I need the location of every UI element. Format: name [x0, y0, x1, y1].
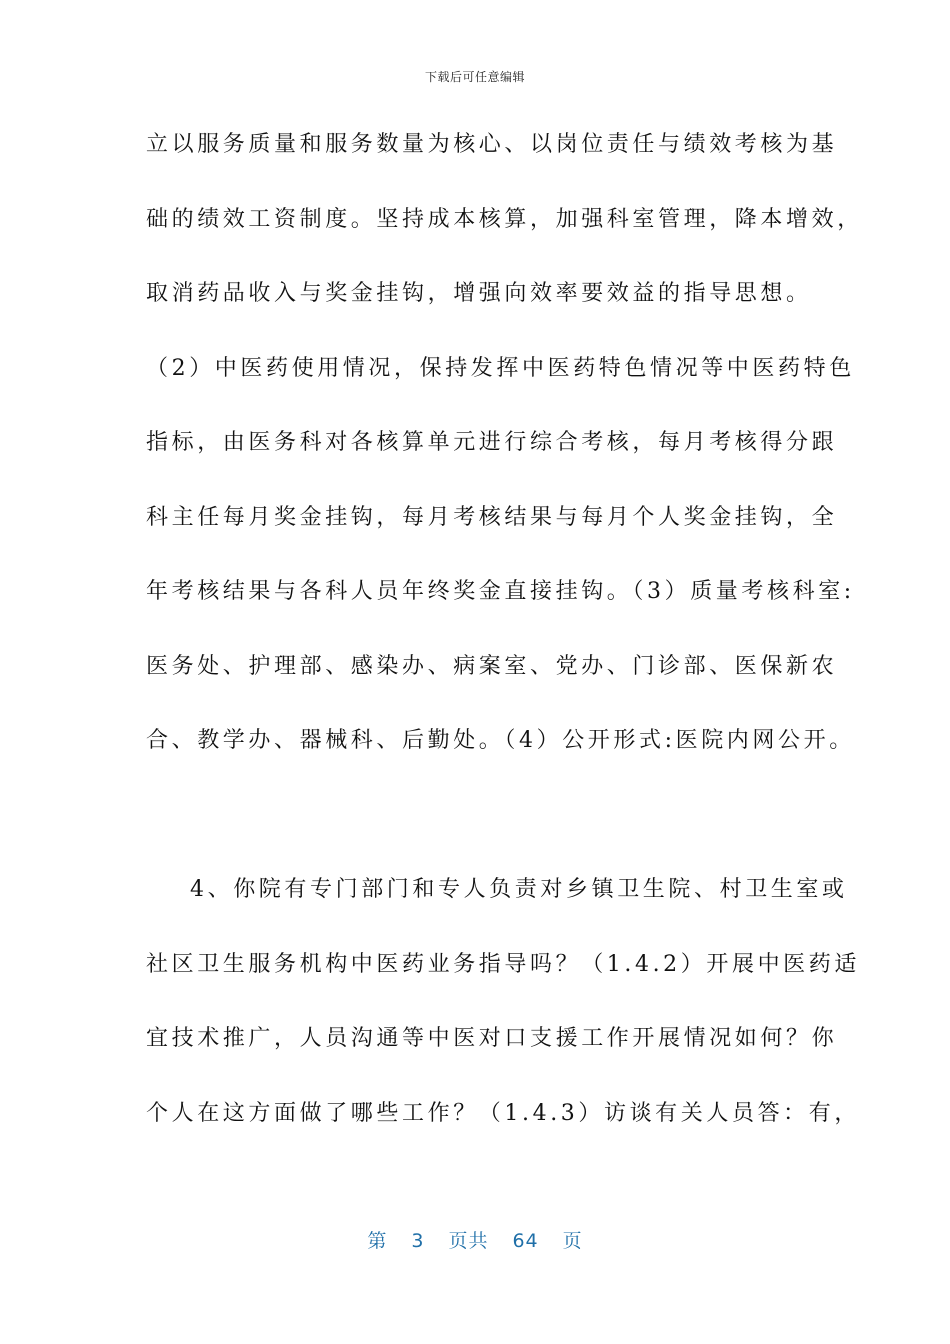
text-line: 年考核结果与各科人员年终奖金直接挂钩。（3）质量考核科室: — [146, 579, 855, 604]
text-line: 宜技术推广，人员沟通等中医对口支援工作开展情况如何？你 — [146, 1026, 838, 1051]
paragraph-gap — [146, 789, 806, 864]
page-suffix: 页 — [562, 1230, 583, 1252]
text-line: 合、教学办、器械科、后勤处。（4）公开形式:医院内网公开。 — [146, 728, 855, 753]
page-current: 3 — [411, 1230, 425, 1252]
text-line: 社区卫生服务机构中医药业务指导吗？（1.4.2）开展中医药适 — [146, 951, 860, 977]
page-mid: 页共 — [448, 1230, 489, 1252]
text-line: 指标，由医务科对各核算单元进行综合考核，每月考核得分跟 — [146, 430, 838, 455]
text-line: 医务处、护理部、感染办、病案室、党办、门诊部、医保新农 — [146, 653, 838, 679]
text-line: 立以服务质量和服务数量为核心、以岗位责任与绩效考核为基 — [146, 132, 838, 157]
page-total: 64 — [512, 1230, 539, 1252]
text-line: 取消药品收入与奖金挂钩，增强向效率要效益的指导思想。 — [146, 281, 812, 306]
page-header: 下载后可任意编辑 — [424, 70, 525, 84]
page-prefix: 第 — [367, 1230, 388, 1252]
text-line: 础的绩效工资制度。坚持成本核算，加强科室管理，降本增效， — [146, 206, 863, 232]
page-footer — [0, 1226, 950, 1253]
body-text — [146, 118, 863, 1161]
text-line: 个人在这方面做了哪些工作？（1.4.3）访谈有关人员答：有， — [146, 1100, 860, 1126]
text-line: （2）中医药使用情况，保持发挥中医药特色情况等中医药特色 — [146, 355, 855, 381]
text-line: 4、你院有专门部门和专人负责对乡镇卫生院、村卫生室或 — [190, 877, 848, 902]
text-line: 科主任每月奖金挂钩，每月考核结果与每月个人奖金挂钩，全 — [146, 504, 838, 530]
